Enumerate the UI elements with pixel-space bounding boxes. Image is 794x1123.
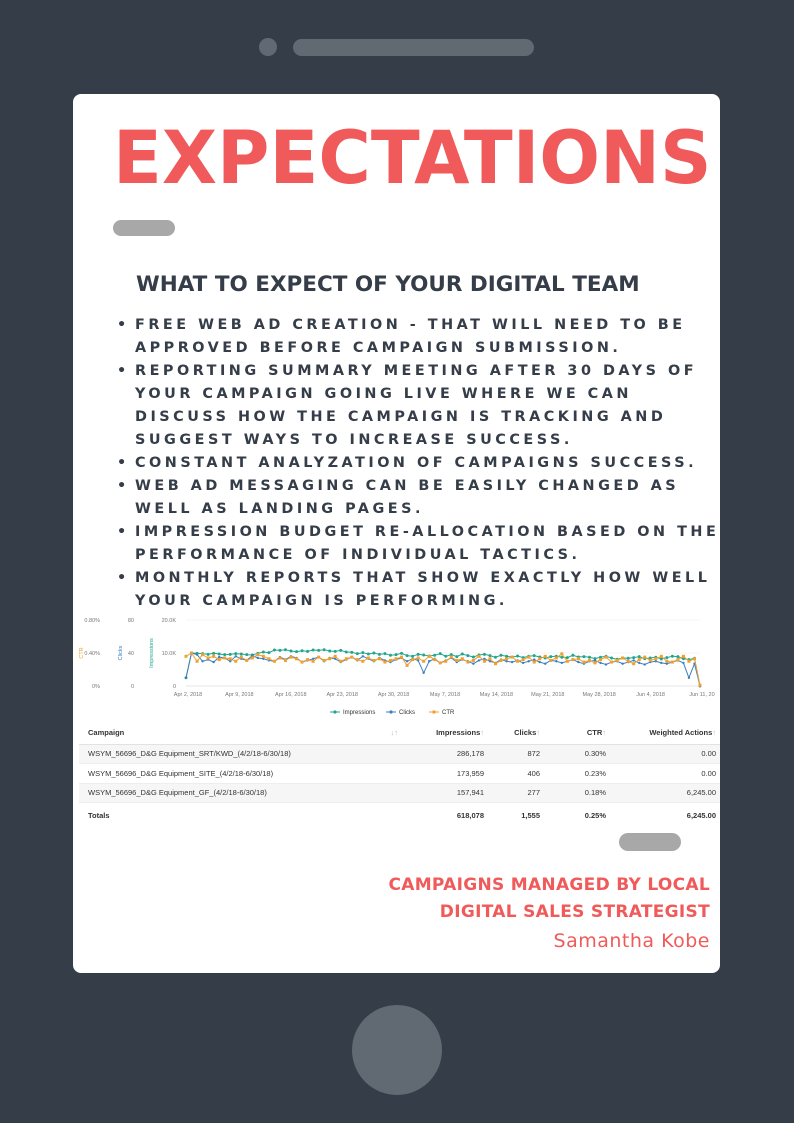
cell-clicks: 872 [488, 744, 544, 764]
cell-totals-label: Totals [88, 811, 110, 821]
data-point-ctr [450, 656, 453, 659]
data-point-ctr [627, 660, 630, 663]
data-point-ctr [533, 661, 536, 664]
data-point-impressions [632, 656, 635, 659]
data-point-clicks [638, 662, 640, 664]
col-header-clicks[interactable]: Clicks↑ [488, 722, 544, 744]
data-point-impressions [627, 657, 630, 660]
table-header-row [79, 722, 720, 744]
data-point-impressions [411, 655, 414, 658]
data-point-ctr [687, 660, 690, 663]
data-point-ctr [367, 656, 370, 659]
data-point-ctr [693, 657, 696, 660]
list-item: • IMPRESSION BUDGET RE-ALLOCATION BASED ON THE PERFORMANCE OF INDIVIDUAL TACTICS. [117, 521, 717, 567]
data-point-impressions [306, 650, 309, 653]
campaign-table [79, 722, 720, 829]
cell-ctr: 0.25% [584, 811, 606, 821]
data-point-impressions [267, 651, 270, 654]
data-point-ctr [223, 656, 226, 659]
data-point-clicks [251, 654, 253, 656]
data-point-ctr [201, 653, 204, 656]
data-point-ctr [240, 656, 243, 659]
data-point-impressions [295, 650, 298, 653]
data-point-ctr [577, 657, 580, 660]
data-point-impressions [323, 648, 326, 651]
data-point-clicks [655, 660, 657, 662]
cell-ctr: 0.23% [544, 764, 610, 784]
data-point-impressions [566, 656, 569, 659]
strategist-name: Samantha Kobe [553, 930, 710, 952]
data-point-clicks [682, 662, 684, 664]
data-point-ctr [599, 658, 602, 661]
data-point-ctr [417, 656, 420, 659]
x-tick-label: May 14, 2018 [479, 692, 514, 698]
data-point-ctr [273, 660, 276, 663]
data-point-ctr [538, 657, 541, 660]
data-point-ctr [582, 661, 585, 664]
data-point-impressions [417, 653, 420, 656]
data-point-ctr [500, 659, 503, 662]
data-point-impressions [588, 656, 591, 659]
data-point-ctr [251, 656, 254, 659]
y-tick-label: 0 [172, 684, 176, 690]
data-point-clicks [522, 662, 524, 664]
data-point-impressions [533, 654, 536, 657]
data-point-impressions [571, 654, 574, 657]
data-point-clicks [212, 661, 214, 663]
data-point-ctr [207, 656, 210, 659]
data-point-impressions [444, 655, 447, 658]
data-point-clicks [644, 663, 646, 665]
cell-impressions: 157,941 [408, 783, 488, 803]
data-point-ctr [339, 660, 342, 663]
data-point-ctr [654, 657, 657, 660]
data-point-ctr [229, 657, 232, 660]
data-point-impressions [455, 655, 458, 658]
data-point-clicks [196, 653, 198, 655]
data-point-ctr [422, 660, 425, 663]
data-point-clicks [406, 660, 408, 662]
data-point-impressions [671, 655, 674, 658]
data-point-ctr [212, 655, 215, 658]
cell-weighted-actions: 0.00 [610, 764, 720, 784]
data-point-clicks [605, 663, 607, 665]
axis-title-clicks: Clicks [118, 645, 124, 661]
data-point-impressions [273, 649, 276, 652]
list-item: • REPORTING SUMMARY MEETING AFTER 30 DAYS OF YOUR CAMPAIGN GOING LIVE WHERE WE CAN DISCUSS HOW THE CAMPAIGN IS TRACKING AND SUGGEST WAYS TO INCREASE SUCCESS. [117, 360, 717, 452]
data-point-impressions [400, 652, 403, 655]
data-point-impressions [383, 652, 386, 655]
y-tick-label: 0 [130, 684, 134, 690]
data-point-ctr [444, 660, 447, 663]
data-point-impressions [229, 653, 232, 656]
data-point-ctr [262, 655, 265, 658]
data-point-ctr [356, 658, 359, 661]
legend-marker [433, 711, 436, 714]
data-point-clicks [666, 663, 668, 665]
data-point-impressions [334, 650, 337, 653]
data-point-ctr [605, 656, 608, 659]
cell-impressions: 286,178 [408, 744, 488, 764]
y-tick-label: 20.0K [161, 618, 176, 624]
data-point-clicks [257, 657, 259, 659]
data-point-ctr [290, 656, 293, 659]
x-tick-label: Apr 23, 2018 [326, 692, 358, 698]
data-point-ctr [527, 656, 530, 659]
data-point-ctr [494, 662, 497, 665]
data-point-impressions [312, 649, 315, 652]
data-point-impressions [356, 652, 359, 655]
data-point-impressions [240, 652, 243, 655]
data-point-ctr [516, 660, 519, 663]
list-item: • WEB AD MESSAGING CAN BE EASILY CHANGED AS WELL AS LANDING PAGES. [117, 475, 717, 521]
data-point-impressions [433, 654, 436, 657]
legend-marker [389, 710, 392, 713]
data-point-ctr [389, 659, 392, 662]
data-point-ctr [334, 655, 337, 658]
data-point-clicks [201, 660, 203, 662]
x-tick-label: Jun 11, 20 [689, 692, 715, 698]
footer-line-2: DIGITAL SALES STRATEGIST [439, 902, 710, 922]
data-point-clicks [632, 659, 634, 661]
data-point-impressions [610, 656, 613, 659]
col-header-impressions[interactable]: Impressions↑ [408, 722, 488, 744]
data-point-clicks [533, 658, 535, 660]
data-point-ctr [395, 657, 398, 660]
data-point-impressions [665, 656, 668, 659]
cell-clicks: 406 [488, 764, 544, 784]
data-point-impressions [361, 651, 364, 654]
data-point-ctr [632, 662, 635, 665]
data-point-ctr [378, 657, 381, 660]
data-point-ctr [278, 656, 281, 659]
data-point-clicks [428, 660, 430, 662]
data-point-ctr [196, 660, 199, 663]
data-point-ctr [660, 655, 663, 658]
y-tick-label: 40 [127, 651, 134, 657]
data-point-ctr [400, 656, 403, 659]
col-header-ctr[interactable]: CTR↑ [544, 722, 610, 744]
list-item: • CONSTANT ANALYZATION OF CAMPAIGNS SUCCESS. [117, 452, 717, 475]
section-heading: WHAT TO EXPECT OF YOUR DIGITAL TEAM [136, 272, 640, 297]
data-point-ctr [699, 684, 702, 687]
data-point-clicks [594, 659, 596, 661]
data-point-impressions [367, 652, 370, 655]
data-point-impressions [483, 653, 486, 656]
x-tick-label: May 21, 2018 [531, 692, 565, 698]
data-point-clicks [621, 663, 623, 665]
data-point-ctr [411, 658, 414, 661]
table-row [79, 783, 720, 803]
data-point-ctr [643, 656, 646, 659]
data-point-ctr [665, 660, 668, 663]
y-tick-label: 80 [127, 618, 134, 624]
data-point-ctr [671, 661, 674, 664]
x-tick-label: Apr 9, 2018 [225, 692, 254, 698]
data-point-ctr [284, 659, 287, 662]
data-point-ctr [682, 655, 685, 658]
data-point-ctr [566, 660, 569, 663]
y-tick-label: 0% [92, 684, 100, 690]
footer-credit [388, 872, 710, 956]
data-point-ctr [267, 657, 270, 660]
home-button[interactable] [352, 1005, 442, 1095]
data-point-clicks [489, 660, 491, 662]
expectations-list [117, 314, 720, 613]
data-point-impressions [422, 653, 425, 656]
y-tick-label: 10.0K [161, 651, 176, 657]
data-point-clicks [544, 663, 546, 665]
x-tick-label: Jun 4, 2018 [636, 692, 665, 698]
x-tick-label: Apr 16, 2018 [275, 692, 307, 698]
data-point-impressions [328, 650, 331, 653]
cell-campaign: WSYM_56696_D&G Equipment_GF_(4/2/18-6/30/18) [79, 783, 408, 803]
data-point-clicks [577, 661, 579, 663]
data-point-impressions [406, 654, 409, 657]
data-point-impressions [500, 654, 503, 657]
data-point-clicks [527, 660, 529, 662]
data-point-ctr [455, 659, 458, 662]
data-point-ctr [488, 657, 491, 660]
data-point-ctr [638, 658, 641, 661]
data-point-impressions [345, 651, 348, 654]
data-point-ctr [406, 664, 409, 667]
data-point-impressions [223, 653, 226, 656]
data-point-impressions [350, 651, 353, 654]
data-point-ctr [328, 657, 331, 660]
data-point-ctr [505, 657, 508, 660]
data-point-clicks [312, 658, 314, 660]
data-point-impressions [339, 649, 342, 652]
list-item: • MONTHLY REPORTS THAT SHOW EXACTLY HOW WELL YOUR CAMPAIGN IS PERFORMING. [117, 567, 717, 613]
data-point-ctr [588, 659, 591, 662]
data-point-impressions [262, 651, 265, 654]
data-point-ctr [323, 659, 326, 662]
cell-campaign: WSYM_56696_D&G Equipment_SRT/KWD_(4/2/18-6/30/18) [79, 744, 408, 764]
col-header-campaign[interactable]: Campaign ↓↑ [79, 722, 408, 744]
data-point-impressions [389, 654, 392, 657]
data-point-ctr [295, 657, 298, 660]
campaign-report [73, 612, 720, 828]
cell-weighted-actions: 6,245.00 [686, 811, 716, 821]
axis-title-impressions: Impressions [149, 638, 155, 668]
data-point-ctr [676, 658, 679, 661]
x-tick-label: May 28, 2018 [582, 692, 616, 698]
data-point-impressions [395, 653, 398, 656]
data-point-impressions [638, 655, 641, 658]
data-point-clicks [478, 659, 480, 661]
data-point-clicks [422, 672, 424, 674]
legend-label: Clicks [399, 710, 415, 716]
data-point-clicks [511, 661, 513, 663]
data-point-ctr [461, 657, 464, 660]
data-point-clicks [483, 658, 485, 660]
data-point-clicks [334, 658, 336, 660]
data-point-ctr [218, 658, 221, 661]
x-tick-label: May 7, 2018 [429, 692, 461, 698]
data-point-ctr [317, 656, 320, 659]
data-point-impressions [278, 649, 281, 652]
data-point-ctr [345, 657, 348, 660]
page-title: EXPECTATIONS [113, 116, 712, 201]
cell-impressions: 173,959 [408, 764, 488, 784]
data-point-impressions [301, 649, 304, 652]
data-point-ctr [621, 656, 624, 659]
totals-row [79, 803, 720, 829]
data-point-clicks [555, 660, 557, 662]
y-tick-label: 0.80% [84, 618, 100, 624]
data-point-ctr [245, 659, 248, 662]
data-point-ctr [372, 659, 375, 662]
speaker-slot [293, 39, 534, 56]
cell-clicks: 1,555 [521, 811, 540, 821]
table-row [79, 744, 720, 764]
data-point-impressions [516, 654, 519, 657]
x-tick-label: Apr 30, 2018 [377, 692, 410, 698]
data-point-ctr [610, 661, 613, 664]
y-tick-label: 0.40% [84, 651, 100, 657]
data-point-clicks [417, 659, 419, 661]
data-point-clicks [185, 677, 187, 679]
data-point-ctr [477, 655, 480, 658]
data-point-clicks [472, 663, 474, 665]
data-point-impressions [245, 653, 248, 656]
data-point-clicks [561, 662, 563, 664]
data-point-impressions [676, 655, 679, 658]
data-point-ctr [649, 659, 652, 662]
data-point-ctr [306, 658, 309, 661]
legend-label: Impressions [343, 710, 376, 716]
data-point-ctr [383, 661, 386, 664]
data-point-impressions [218, 652, 221, 655]
axis-title-ctr: CTR [79, 647, 85, 659]
data-point-clicks [688, 677, 690, 679]
cell-ctr: 0.18% [544, 783, 610, 803]
data-point-impressions [560, 656, 563, 659]
data-point-ctr [483, 660, 486, 663]
data-point-impressions [549, 655, 552, 658]
data-point-ctr [555, 656, 558, 659]
data-point-ctr [433, 658, 436, 661]
data-point-ctr [472, 659, 475, 662]
data-point-ctr [549, 659, 552, 662]
decorative-pill [619, 833, 681, 851]
data-point-impressions [317, 649, 320, 652]
data-point-ctr [439, 661, 442, 664]
legend-marker [333, 710, 336, 713]
col-header-weighted-actions[interactable]: Weighted Actions↑ [610, 722, 720, 744]
data-point-ctr [428, 655, 431, 658]
data-point-ctr [256, 653, 259, 656]
data-point-clicks [229, 660, 231, 662]
data-point-ctr [593, 661, 596, 664]
data-point-impressions [378, 653, 381, 656]
data-point-impressions [207, 653, 210, 656]
data-point-ctr [301, 661, 304, 664]
data-point-impressions [234, 652, 237, 655]
data-point-impressions [494, 656, 497, 659]
table-row [79, 764, 720, 784]
data-point-clicks [362, 655, 364, 657]
data-point-ctr [312, 660, 315, 663]
cell-clicks: 277 [488, 783, 544, 803]
data-point-ctr [522, 658, 525, 661]
data-point-ctr [511, 656, 514, 659]
camera-dot [259, 38, 277, 56]
data-point-clicks [235, 655, 237, 657]
data-point-impressions [461, 652, 464, 655]
data-point-ctr [616, 659, 619, 662]
cell-campaign: WSYM_56696_D&G Equipment_SITE_(4/2/18-6/30/18) [79, 764, 408, 784]
data-point-clicks [218, 656, 220, 658]
data-point-ctr [544, 655, 547, 658]
data-point-impressions [439, 652, 442, 655]
list-item: • FREE WEB AD CREATION - THAT WILL NEED TO BE APPROVED BEFORE CAMPAIGN SUBMISSION. [117, 314, 717, 360]
data-point-clicks [262, 658, 264, 660]
data-point-clicks [660, 662, 662, 664]
x-tick-label: Apr 2, 2018 [173, 692, 203, 698]
data-point-impressions [284, 648, 287, 651]
data-point-ctr [361, 660, 364, 663]
data-point-clicks [599, 662, 601, 664]
cell-weighted-actions: 6,245.00 [610, 783, 720, 803]
data-point-impressions [466, 654, 469, 657]
cell-impressions: 618,078 [456, 811, 484, 821]
data-point-clicks [539, 661, 541, 663]
data-point-ctr [350, 656, 353, 659]
data-point-impressions [488, 654, 491, 657]
data-point-clicks [505, 660, 507, 662]
data-point-ctr [190, 652, 193, 655]
cell-weighted-actions: 0.00 [610, 744, 720, 764]
data-point-impressions [472, 655, 475, 658]
performance-line-chart [73, 612, 720, 722]
cell-ctr: 0.30% [544, 744, 610, 764]
data-point-impressions [290, 650, 293, 653]
data-point-ctr [185, 655, 188, 658]
data-point-impressions [582, 655, 585, 658]
decorative-pill [113, 220, 175, 236]
data-point-ctr [560, 652, 563, 655]
data-point-ctr [466, 661, 469, 664]
footer-line-1: CAMPAIGNS MANAGED BY LOCAL [388, 875, 710, 895]
data-point-impressions [212, 652, 215, 655]
tablet-screen [73, 94, 720, 973]
legend-label: CTR [442, 710, 455, 716]
data-point-ctr [571, 658, 574, 661]
data-point-ctr [234, 660, 237, 663]
data-point-impressions [372, 652, 375, 655]
